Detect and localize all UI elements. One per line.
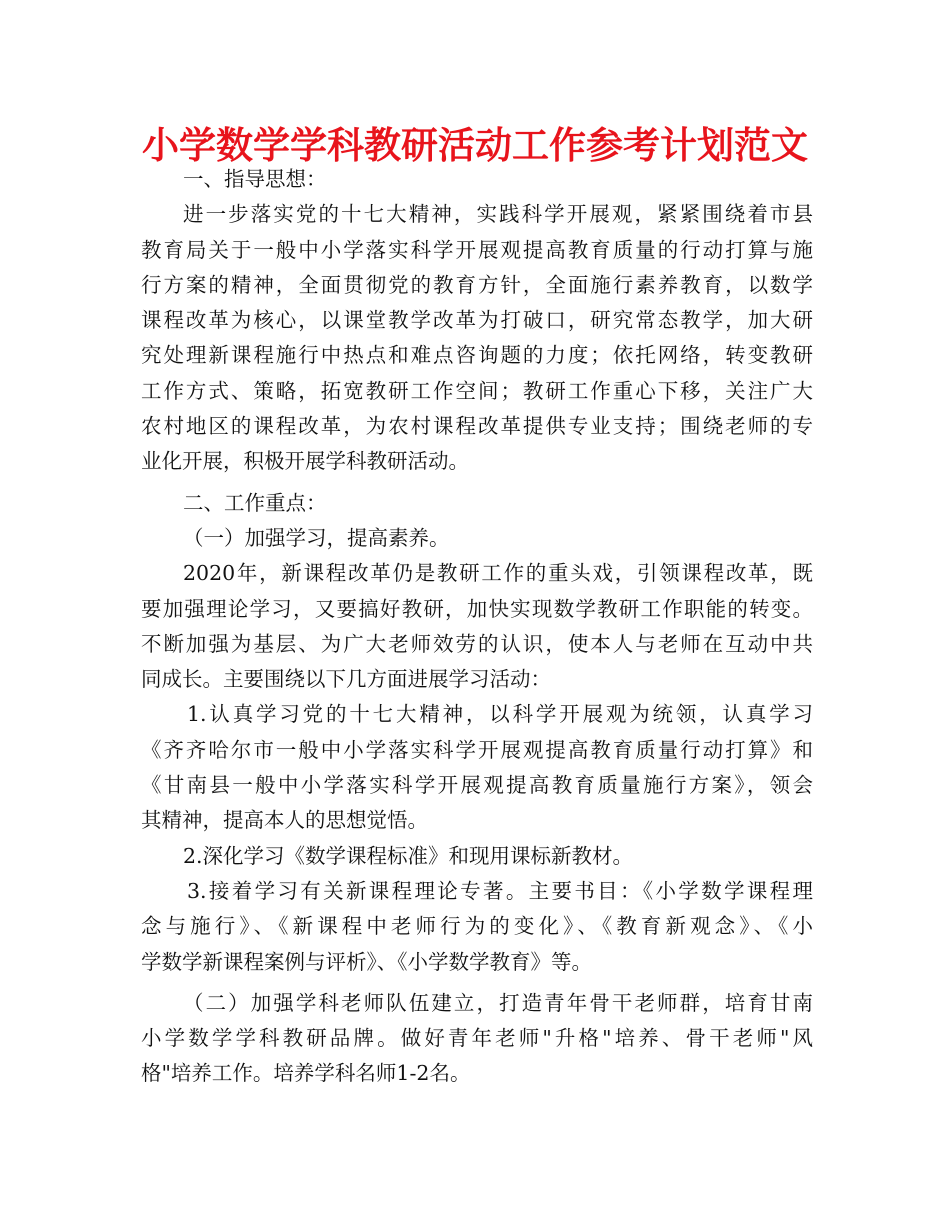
paragraph-line: 不断加强为基层、为广大老师效劳的认识，使本人与老师在互动中共	[141, 631, 813, 656]
list-item-line: 念与施行》、《新课程中老师行为的变化》、《教育新观念》、《小	[141, 914, 813, 939]
paragraph-line: 业化开展，积极开展学科教研活动。	[141, 449, 469, 474]
paragraph-line: 格"培养工作。培养学科名师1-2名。	[141, 1061, 471, 1086]
list-item-line: 《齐齐哈尔市一般中小学落实科学开展观提高教育质量行动打算》和	[141, 737, 813, 762]
subsection-heading: （一）加强学习，提高素养。	[183, 525, 450, 550]
paragraph-line: 要加强理论学习，又要搞好教研，加快实现数学教研工作职能的转变。	[141, 596, 813, 621]
list-item-line: 1.认真学习党的十七大精神，以科学开展观为统领，认真学习	[187, 702, 813, 727]
paragraph-line: 2020年，新课程改革仍是教研工作的重头戏，引领课程改革，既	[183, 561, 813, 586]
list-item-line: 2.深化学习《数学课程标准》和现用课标新教材。	[183, 843, 634, 868]
list-item-line: 学数学新课程案例与评析》、《小学数学教育》等。	[141, 949, 592, 974]
paragraph-line: 小学数学学科教研品牌。做好青年老师"升格"培养、骨干老师"风	[141, 1026, 813, 1051]
paragraph-line: 同成长。主要围绕以下几方面进展学习活动：	[141, 667, 551, 692]
paragraph-line: 农村地区的课程改革，为农村课程改革提供专业支持；围绕老师的专	[141, 414, 813, 439]
paragraph-line: 行方案的精神，全面贯彻党的教育方针，全面施行素养教育，以数学	[141, 272, 813, 297]
list-item-line: 其精神，提高本人的思想觉悟。	[141, 808, 428, 833]
paragraph-line: 究处理新课程施行中热点和难点咨询题的力度；依托网络，转变教研	[141, 343, 813, 368]
paragraph-line: （二）加强学科老师队伍建立，打造青年骨干老师群，培育甘南	[183, 990, 813, 1015]
section-heading: 二、工作重点：	[183, 490, 327, 515]
paragraph-line: 课程改革为核心，以课堂教学改革为打破口，研究常态教学，加大研	[141, 308, 813, 333]
document-title: 小学数学学科教研活动工作参考计划范文	[142, 124, 808, 167]
list-item-line: 3.接着学习有关新课程理论专著。主要书目：《小学数学课程理	[187, 878, 813, 903]
paragraph-line: 教育局关于一般中小学落实科学开展观提高教育质量的行动打算与施	[141, 237, 813, 262]
list-item-line: 《甘南县一般中小学落实科学开展观提高教育质量施行方案》，领会	[141, 773, 813, 798]
paragraph-line: 进一步落实党的十七大精神，实践科学开展观，紧紧围绕着市县	[183, 202, 813, 227]
document-body	[141, 162, 813, 1092]
paragraph-line: 工作方式、策略，拓宽教研工作空间；教研工作重心下移，关注广大	[141, 378, 813, 403]
section-heading: 一、指导思想：	[183, 167, 327, 191]
